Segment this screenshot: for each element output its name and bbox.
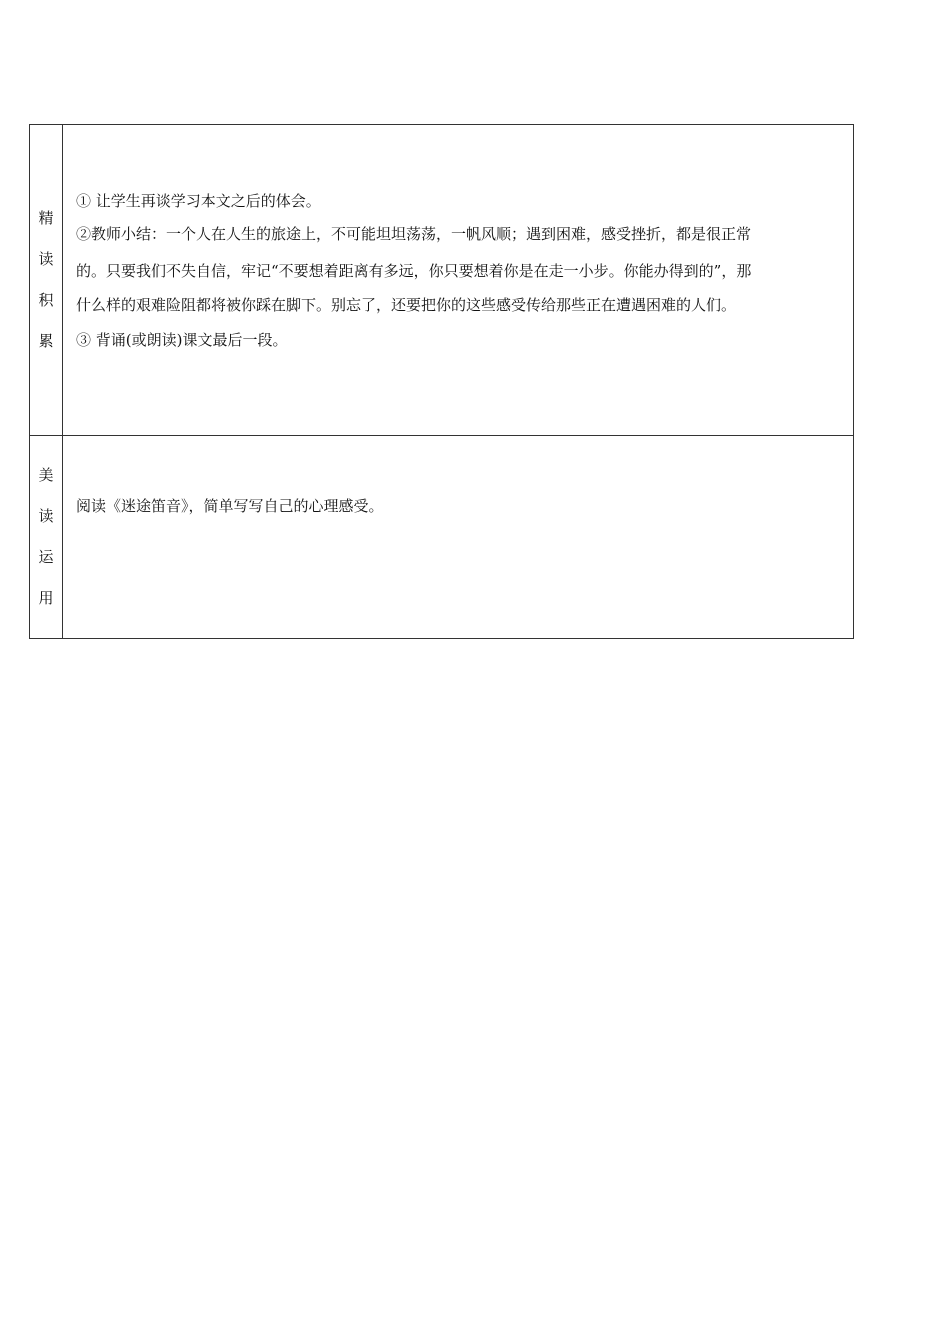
label-char: 运 xyxy=(38,548,54,566)
label-char: 读 xyxy=(38,507,54,525)
row-content-meidu-yunyong xyxy=(63,436,854,639)
label-char: 累 xyxy=(38,332,54,350)
row-label-jingdu-jilei xyxy=(30,125,63,436)
content-line-5: ③ 背诵(或朗读)课文最后一段。 xyxy=(76,331,288,349)
content-line-reading-task: 阅读《迷途笛音》，简单写写自己的心理感受。 xyxy=(76,497,384,515)
label-char: 精 xyxy=(38,209,54,227)
table-row-meidu xyxy=(30,436,854,639)
content-line-3: 的。只要我们不失自信，牢记“不要想着距离有多远，你只要想着你是在走一小步。你能办得到的”，那 xyxy=(76,262,752,280)
lesson-plan-table xyxy=(29,124,854,639)
content-line-4: 什么样的艰难险阻都将被你踩在脚下。别忘了，还要把你的这些感受传给那些正在遭遇困难的人们。 xyxy=(76,296,737,314)
table-row-jingdu xyxy=(30,125,854,436)
content-line-1: ① 让学生再谈学习本文之后的体会。 xyxy=(76,192,321,210)
label-char: 积 xyxy=(38,291,54,309)
label-char: 读 xyxy=(38,250,54,268)
content-line-2: ②教师小结：一个人在人生的旅途上，不可能坦坦荡荡，一帆风顺；遇到困难，感受挫折，都是很正常 xyxy=(76,225,752,243)
row-content-jingdu-jilei xyxy=(63,125,854,436)
label-char: 美 xyxy=(38,466,54,484)
row-label-meidu-yunyong xyxy=(30,436,63,639)
label-char: 用 xyxy=(38,589,54,607)
